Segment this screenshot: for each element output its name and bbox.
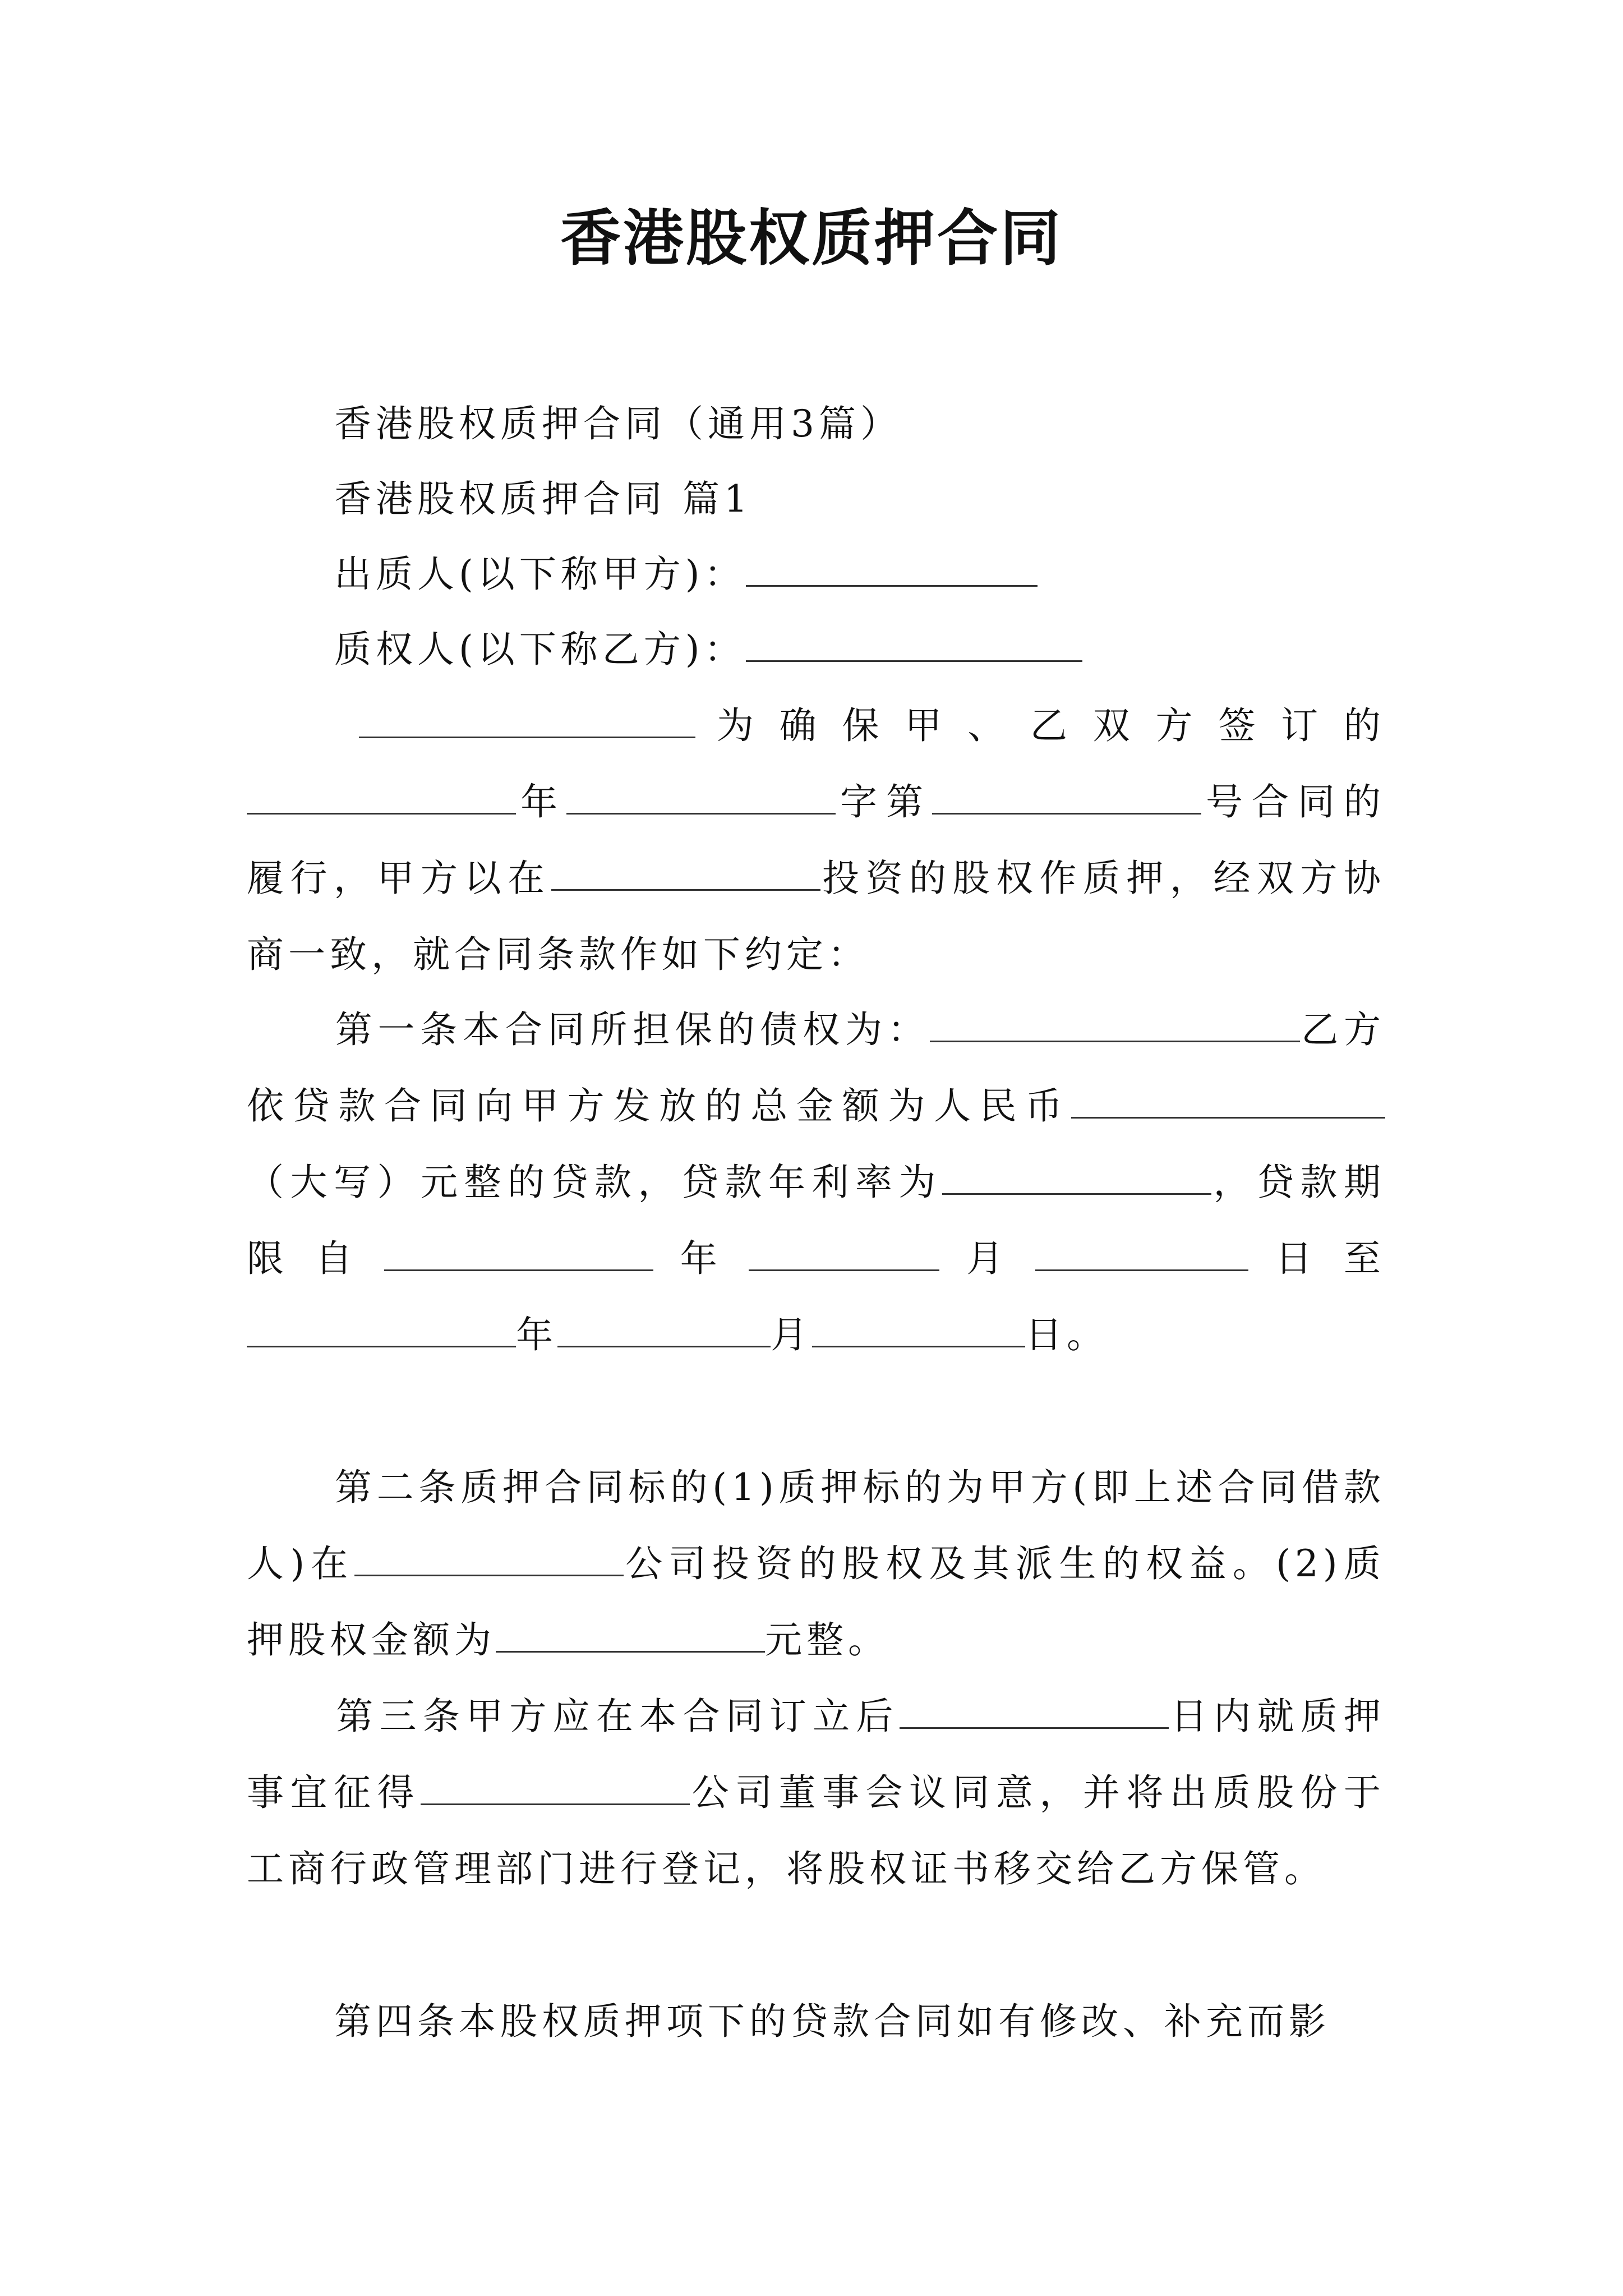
article-2-text-1: 第二条质押合同标的(1)质押标的为甲方(即上述合同借款人)在 — [247, 1466, 1385, 1585]
article-2-text-2: 公司投资的股权及其派生的权益。(2)质押股权金额为 — [247, 1542, 1385, 1662]
article-1-paragraph — [247, 992, 1385, 1373]
end-month-blank — [557, 1306, 771, 1347]
article-4-paragraph — [247, 1984, 1385, 2060]
article-1-text-5: 年 — [653, 1237, 749, 1280]
end-day-blank — [812, 1306, 1025, 1347]
pledged-company-blank — [354, 1535, 624, 1576]
article-1-text-7: 日至 — [1248, 1237, 1385, 1280]
article-1-text-3: （大写）元整的贷款，贷款年利率为 — [247, 1161, 942, 1204]
section-line — [247, 461, 1385, 537]
party-b-blank — [746, 621, 1082, 662]
pledge-amount-blank — [496, 1612, 765, 1653]
contract-number-blank — [932, 774, 1201, 815]
subtitle-text: 香港股权质押合同（通用3篇） — [334, 402, 902, 445]
article-1-text-4: ，贷款期限自 — [247, 1161, 1385, 1280]
article-2-text-3: 元整。 — [765, 1618, 889, 1662]
article-1-text-1: 第一条本合同所担保的债权为： — [334, 1008, 930, 1051]
contract-party-blank — [359, 697, 695, 738]
investment-target-blank — [551, 850, 820, 891]
start-month-blank — [749, 1230, 939, 1271]
article-4-text-1: 第四条本股权质押项下的贷款合同如有修改、补充而影 — [334, 2000, 1330, 2043]
end-year-blank — [247, 1306, 516, 1347]
article-2-paragraph — [247, 1450, 1385, 1678]
preamble-text-3: 字第 — [836, 780, 932, 823]
party-a-line — [247, 536, 1385, 613]
party-b-line — [247, 611, 1385, 688]
document-title: 香港股权质押合同 — [560, 203, 1063, 274]
preamble-text-4: 号合同的履行，甲方以在 — [247, 780, 1385, 900]
preamble-text-5: 投资的股权作质押，经双方协商一致，就合同条款作如下约定： — [247, 857, 1385, 976]
article-3-text-2: 日内就质押事宜征得 — [247, 1695, 1386, 1814]
days-blank — [900, 1688, 1169, 1729]
article-1-text-2: 乙方依贷款合同向甲方发放的总金额为人民币 — [247, 1008, 1386, 1128]
article-1-text-9: 月 — [771, 1313, 812, 1356]
article-1-text-6: 月 — [939, 1237, 1035, 1280]
preamble-paragraph — [247, 688, 1385, 993]
party-a-blank — [746, 546, 1038, 587]
contract-word-blank — [566, 774, 836, 815]
start-day-blank — [1035, 1230, 1248, 1271]
preamble-text-1: 为确保甲、乙双方签订的 — [695, 704, 1385, 747]
article-3-text-1: 第三条甲方应在本合同订立后 — [334, 1695, 900, 1738]
board-company-blank — [421, 1764, 690, 1805]
secured-claim-blank — [930, 1001, 1300, 1042]
loan-amount-blank — [1071, 1078, 1385, 1119]
contract-year-blank — [247, 774, 516, 815]
article-1-text-10: 日。 — [1025, 1313, 1108, 1356]
preamble-text-2: 年 — [516, 780, 566, 823]
party-a-label: 出质人(以下称甲方)： — [334, 553, 746, 596]
subtitle-line — [247, 386, 1385, 462]
article-1-text-8: 年 — [516, 1313, 557, 1356]
article-3-text-3: 公司董事会议同意，并将出质股份于工商行政管理部门进行登记，将股权证书移交给乙方保管。 — [247, 1771, 1385, 1890]
article-3-paragraph — [247, 1678, 1385, 1907]
section-text: 香港股权质押合同 篇1 — [334, 477, 752, 521]
start-year-blank — [384, 1230, 653, 1271]
party-b-label: 质权人(以下称乙方)： — [334, 628, 746, 671]
interest-rate-blank — [942, 1154, 1211, 1195]
